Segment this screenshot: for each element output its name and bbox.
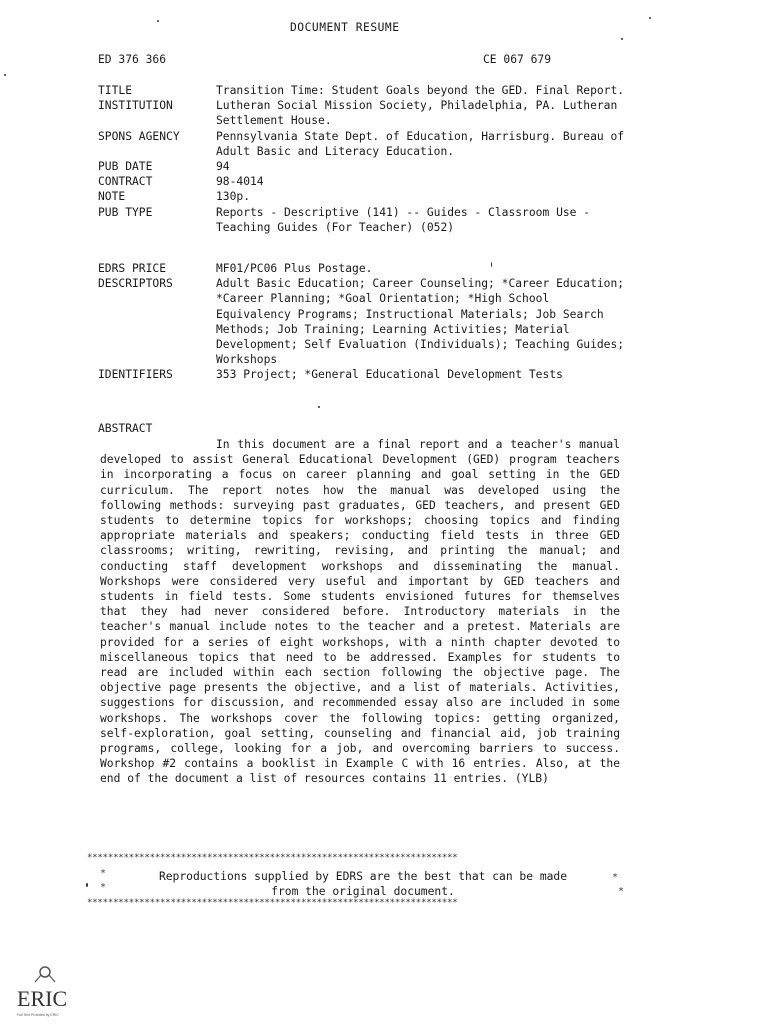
field-title [98,83,626,98]
field-value: Pennsylvania State Dept. of Education, Harrisburg. Bureau of Adult Basic and Literacy Education. [216,129,625,158]
star-left: * [100,882,107,893]
field-note [98,189,626,204]
field-value: Reports - Descriptive (141) -- Guides - Classroom Use - Teaching Guides (For Teacher) (052) [216,205,591,234]
field-label: DESCRIPTORS [98,277,173,291]
field-pub-type [98,205,626,235]
abstract-text: In this document are a final report and a teacher's manual developed to assist General Educational Development (GED) program teachers in incorporating a focus on career planning and goal setting in the GED curriculum. The report notes how the manual was developed using the following methods: surveying past graduates, GED teachers, and present GED students to determine topics for workshops; choosing topics and finding appropriate materials and speakers; conducting field tests in three GED classrooms; writing, rewriting, revising, and printing the manual; and conducting staff development workshops and disseminating the manual. Workshops were considered very useful and important by GED teachers and students in field tests. Some students envisioned futures for themselves that they had never considered before. Introductory materials in the teacher's manual include notes to the teacher and a pretest. Materials are provided for a series of eight workshops, with a ninth chapter devoted to miscellaneous topics that need to be addressed. Examples for students to read are included within each section following the objective page. The objective page presents the objective, and a list of materials. Activities, suggestions for discussion, and recommended essay also are included in some workshops. The workshops cover the following topics: getting organized, self-exploration, goal setting, counseling and financial aid, job training programs, college, looking for a job, and overcoming barriers to success. Workshop #2 contains a booklist in Example C with 16 entries. Also, at the end of the document a list of resources contains 11 entries. (YLB) [100,438,620,786]
eric-logo [15,964,67,1020]
field-label: PUB TYPE [98,205,153,219]
star-right: * [618,886,625,897]
ce-number: CE 067 679 [483,53,552,66]
reproduction-line-2: from the original document. [271,885,455,899]
field-label: TITLE [98,84,133,97]
document-title: DOCUMENT RESUME [290,21,400,34]
abstract-label: ABSTRACT [98,422,153,435]
field-edrs-price [98,261,626,276]
field-label: IDENTIFIERS [98,368,173,382]
reproduction-notice [128,869,598,899]
star-border-bottom: *********************************************************************** [87,898,458,908]
field-label: EDRS PRICE [98,262,167,276]
star-left: * [100,868,107,879]
field-value: 94 [216,160,230,174]
field-label: INSTITUTION [98,99,173,113]
metadata-fields [98,83,626,383]
field-institution [98,98,626,128]
field-label: CONTRACT [98,175,153,189]
field-pub-date [98,159,626,174]
field-label: PUB DATE [98,160,153,174]
star-border-top: *********************************************************************** [87,853,458,863]
star-right: * [612,872,619,883]
eric-logo-text: ERIC [17,986,67,1011]
field-identifiers [98,367,626,382]
field-value: 98-4014 [216,175,264,189]
field-label: SPONS AGENCY [98,129,180,143]
ed-number: ED 376 366 [98,53,167,66]
field-descriptors [98,276,626,367]
field-value: 130p. [216,190,251,204]
field-value: Adult Basic Education; Career Counseling; *Career Education; *Career Planning; *Goal Orientation; *High School Equivalency Programs; Instructional Materials; Job Search Methods; Job Training; Learning Activities; Material Development; Self Evaluation (Individuals); Teaching Guides; Workshops [216,277,625,367]
eric-logo-subtext: Full Text Provided by ERIC [17,1013,59,1017]
field-spons-agency [98,129,626,159]
field-label: NOTE [98,190,126,204]
field-value: MF01/PC06 Plus Postage. [216,262,373,276]
eric-logo-icon [15,964,67,1020]
reproduction-line-1: Reproductions supplied by EDRS are the best that can be made [158,870,568,883]
field-contract [98,174,626,189]
field-value: Lutheran Social Mission Society, Philadelphia, PA. Lutheran Settlement House. [216,99,618,128]
field-value: Transition Time: Student Goals beyond the GED. Final Report. [216,84,625,97]
field-value: 353 Project; *General Educational Development Tests [216,368,563,382]
